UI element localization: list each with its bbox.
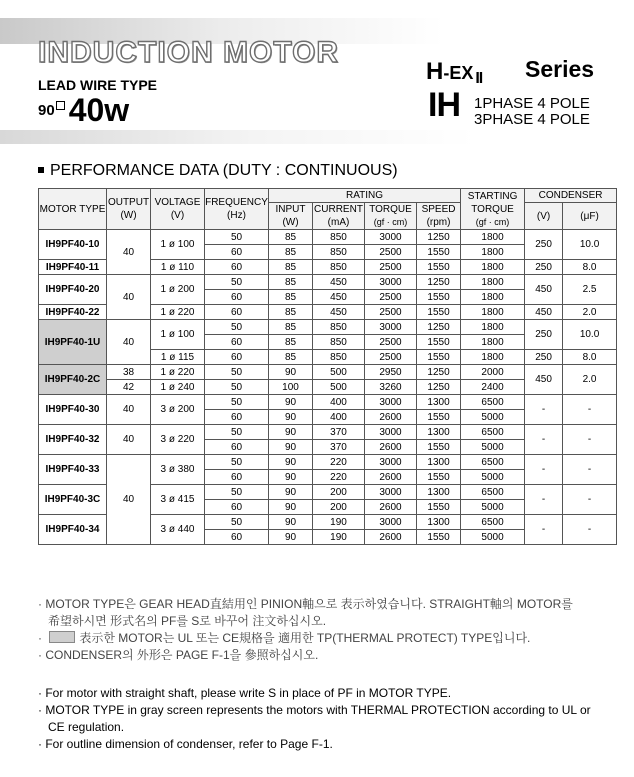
notes-korean xyxy=(38,596,628,664)
table-cell: - xyxy=(563,395,617,425)
table-cell: 1550 xyxy=(417,245,461,260)
table-cell: - xyxy=(563,425,617,455)
table-cell: 250 xyxy=(525,260,563,275)
table-cell: 1550 xyxy=(417,410,461,425)
motor-type-cell: IH9PF40-32 xyxy=(39,425,107,455)
table-cell: 90 xyxy=(269,425,313,440)
table-row xyxy=(39,395,617,410)
table-cell: 3000 xyxy=(365,515,417,530)
motor-type-cell: IH9PF40-33 xyxy=(39,455,107,485)
table-cell: 2600 xyxy=(365,440,417,455)
table-cell: 6500 xyxy=(461,455,525,470)
table-cell: 50 xyxy=(205,425,269,440)
series-label: Series xyxy=(525,56,595,82)
table-cell: 2950 xyxy=(365,365,417,380)
voltage-cell: 1 ø 240 xyxy=(151,380,205,395)
table-cell: 85 xyxy=(269,260,313,275)
table-cell: 50 xyxy=(205,485,269,500)
table-cell: 220 xyxy=(313,470,365,485)
output-cell: 42 xyxy=(107,380,151,395)
table-cell: 85 xyxy=(269,305,313,320)
voltage-cell: 3 ø 380 xyxy=(151,455,205,485)
table-cell: 1300 xyxy=(417,425,461,440)
header-condenser-capacity: (μF) xyxy=(563,203,617,230)
table-cell: 1250 xyxy=(417,365,461,380)
header-frequency: FREQUENCY (Hz) xyxy=(205,189,269,230)
table-cell: 1250 xyxy=(417,230,461,245)
voltage-cell: 1 ø 220 xyxy=(151,365,205,380)
table-cell: 2500 xyxy=(365,305,417,320)
table-cell: 90 xyxy=(269,485,313,500)
table-cell: - xyxy=(525,455,563,485)
square-bullet-icon xyxy=(38,167,44,173)
table-cell: 85 xyxy=(269,230,313,245)
table-cell: 370 xyxy=(313,425,365,440)
table-cell: 220 xyxy=(313,455,365,470)
table-cell: 60 xyxy=(205,335,269,350)
table-cell: 85 xyxy=(269,290,313,305)
power-rating: 40w xyxy=(68,92,130,128)
frame-size-power xyxy=(38,92,129,129)
output-cell: 40 xyxy=(107,425,151,455)
table-cell: 3000 xyxy=(365,320,417,335)
table-cell: 60 xyxy=(205,260,269,275)
table-cell: 10.0 xyxy=(563,320,617,350)
table-cell: 2.0 xyxy=(563,365,617,395)
header-voltage: VOLTAGE (V) xyxy=(151,189,205,230)
table-cell: 190 xyxy=(313,515,365,530)
table-row xyxy=(39,425,617,440)
header-condenser-voltage: (V) xyxy=(525,203,563,230)
table-cell: 2500 xyxy=(365,335,417,350)
table-cell: 60 xyxy=(205,410,269,425)
table-cell: 1250 xyxy=(417,320,461,335)
notes-english xyxy=(38,685,628,753)
table-cell: 60 xyxy=(205,500,269,515)
table-cell: 1800 xyxy=(461,275,525,290)
table-cell: 3000 xyxy=(365,485,417,500)
table-cell: 1550 xyxy=(417,470,461,485)
table-cell: 85 xyxy=(269,320,313,335)
table-cell: 1550 xyxy=(417,290,461,305)
table-cell: 60 xyxy=(205,290,269,305)
voltage-cell: 3 ø 415 xyxy=(151,485,205,515)
output-cell: 40 xyxy=(107,455,151,545)
table-cell: 5000 xyxy=(461,500,525,515)
table-cell: 850 xyxy=(313,245,365,260)
table-cell: 1250 xyxy=(417,380,461,395)
table-cell: 850 xyxy=(313,260,365,275)
motor-type-cell: IH9PF40-11 xyxy=(39,260,107,275)
output-cell: 40 xyxy=(107,395,151,425)
motor-type-cell-thermal: IH9PF40-1U xyxy=(39,320,107,365)
output-cell: 40 xyxy=(107,320,151,365)
table-cell: 8.0 xyxy=(563,350,617,365)
table-cell: 3000 xyxy=(365,455,417,470)
table-cell: 1300 xyxy=(417,395,461,410)
page-title: INDUCTION MOTOR xyxy=(38,36,340,69)
pole-info xyxy=(474,96,590,128)
table-cell: 370 xyxy=(313,440,365,455)
table-cell: 60 xyxy=(205,350,269,365)
note-en-3: · For outline dimension of condenser, refer to Page F-1. xyxy=(38,737,333,751)
table-cell: 2400 xyxy=(461,380,525,395)
motor-type-cell: IH9PF40-22 xyxy=(39,305,107,320)
note-kr-2: · 表示한 MOTOR는 UL 또는 CE規格을 適用한 TP(THERMAL PROTECT) TYPE입니다. xyxy=(38,631,531,645)
motor-type-cell: IH9PF40-3C xyxy=(39,485,107,515)
table-cell: 1550 xyxy=(417,335,461,350)
header-starting-torque: STARTING TORQUE (gf · cm) xyxy=(461,189,525,230)
table-cell: 8.0 xyxy=(563,260,617,275)
table-cell: 2.0 xyxy=(563,305,617,320)
table-cell: 1550 xyxy=(417,500,461,515)
table-cell: 850 xyxy=(313,350,365,365)
table-cell: 3000 xyxy=(365,230,417,245)
table-cell: 3000 xyxy=(365,395,417,410)
table-cell: 2500 xyxy=(365,260,417,275)
table-cell: 1300 xyxy=(417,515,461,530)
table-cell: 85 xyxy=(269,245,313,260)
table-cell: 60 xyxy=(205,245,269,260)
table-cell: 6500 xyxy=(461,395,525,410)
voltage-cell: 1 ø 110 xyxy=(151,260,205,275)
pole-single-phase: 1PHASE 4 POLE xyxy=(474,95,590,112)
table-cell: 1800 xyxy=(461,320,525,335)
motor-type-cell: IH9PF40-10 xyxy=(39,230,107,260)
table-cell: 250 xyxy=(525,320,563,350)
table-cell: 450 xyxy=(525,365,563,395)
table-cell: 2500 xyxy=(365,350,417,365)
table-row xyxy=(39,230,617,245)
table-cell: 850 xyxy=(313,320,365,335)
header-current: CURRENT (mA) xyxy=(314,204,363,228)
table-cell: 500 xyxy=(313,380,365,395)
table-cell: 50 xyxy=(205,380,269,395)
note-en-2: · MOTOR TYPE in gray screen represents the motors with THERMAL PROTECTION according to UL or xyxy=(38,703,591,717)
table-cell: 10.0 xyxy=(563,230,617,260)
table-cell: 5000 xyxy=(461,440,525,455)
motor-type-cell: IH9PF40-20 xyxy=(39,275,107,305)
header-gradient-bar-lower xyxy=(0,130,634,144)
table-cell: 60 xyxy=(205,530,269,545)
header-torque: TORQUE (gf · cm) xyxy=(365,203,417,230)
table-cell: 850 xyxy=(313,230,365,245)
table-cell: 90 xyxy=(269,500,313,515)
table-cell: 85 xyxy=(269,275,313,290)
table-cell: 400 xyxy=(313,395,365,410)
table-cell: 6500 xyxy=(461,425,525,440)
table-cell: 850 xyxy=(313,335,365,350)
table-cell: - xyxy=(563,455,617,485)
table-cell: 5000 xyxy=(461,470,525,485)
table-cell: - xyxy=(563,485,617,515)
table-cell: 90 xyxy=(269,410,313,425)
header-output: OUTPUT (W) xyxy=(107,189,151,230)
table-cell: 1550 xyxy=(417,350,461,365)
table-cell: - xyxy=(525,395,563,425)
table-cell: 60 xyxy=(205,440,269,455)
frame-size: 90 xyxy=(38,102,55,119)
note-en-1: · For motor with straight shaft, please write S in place of PF in MOTOR TYPE. xyxy=(38,686,452,700)
table-cell: - xyxy=(525,485,563,515)
model-code: IH xyxy=(428,86,460,124)
voltage-cell: 1 ø 115 xyxy=(151,350,205,365)
table-cell: 60 xyxy=(205,305,269,320)
voltage-cell: 3 ø 440 xyxy=(151,515,205,545)
motor-type-cell: IH9PF40-30 xyxy=(39,395,107,425)
table-cell: 5000 xyxy=(461,530,525,545)
table-cell: 200 xyxy=(313,485,365,500)
table-cell: 50 xyxy=(205,395,269,410)
table-cell: 1800 xyxy=(461,230,525,245)
pole-three-phase: 3PHASE 4 POLE xyxy=(474,111,590,128)
table-cell: 1800 xyxy=(461,305,525,320)
table-cell: 1550 xyxy=(417,260,461,275)
table-cell: 200 xyxy=(313,500,365,515)
performance-table xyxy=(38,188,617,545)
table-row xyxy=(39,320,617,335)
table-cell: 2600 xyxy=(365,470,417,485)
header-condenser: CONDENSER xyxy=(525,189,617,203)
table-cell: 400 xyxy=(313,410,365,425)
page-subtitle: LEAD WIRE TYPE xyxy=(38,77,158,93)
table-cell: 90 xyxy=(269,470,313,485)
voltage-cell: 1 ø 200 xyxy=(151,275,205,305)
note-kr-1: · MOTOR TYPE은 GEAR HEAD直結用인 PINION軸으로 表示하였습니다. STRAIGHT軸의 MOTOR를 xyxy=(38,597,573,611)
table-row xyxy=(39,275,617,290)
table-cell: 85 xyxy=(269,350,313,365)
table-cell: 2.5 xyxy=(563,275,617,305)
header-speed: SPEED (rpm) xyxy=(417,203,461,230)
table-cell: 6500 xyxy=(461,515,525,530)
table-cell: 90 xyxy=(269,395,313,410)
voltage-cell: 1 ø 220 xyxy=(151,305,205,320)
table-cell: 90 xyxy=(269,530,313,545)
table-cell: 90 xyxy=(269,440,313,455)
table-cell: 2500 xyxy=(365,245,417,260)
table-cell: 1800 xyxy=(461,245,525,260)
voltage-cell: 1 ø 100 xyxy=(151,230,205,260)
table-cell: 190 xyxy=(313,530,365,545)
table-cell: 60 xyxy=(205,470,269,485)
table-cell: 1300 xyxy=(417,455,461,470)
table-cell: 50 xyxy=(205,275,269,290)
table-row xyxy=(39,455,617,470)
table-cell: 450 xyxy=(525,275,563,305)
table-cell: 450 xyxy=(313,275,365,290)
table-cell: 250 xyxy=(525,350,563,365)
table-cell: 1800 xyxy=(461,260,525,275)
table-cell: 450 xyxy=(313,290,365,305)
section-heading: PERFORMANCE DATA (DUTY : CONTINUOUS) xyxy=(38,162,398,180)
table-cell: 450 xyxy=(313,305,365,320)
table-cell: 2600 xyxy=(365,410,417,425)
table-cell: - xyxy=(563,515,617,545)
table-cell: 50 xyxy=(205,320,269,335)
output-cell: 40 xyxy=(107,230,151,275)
motor-type-cell-thermal: IH9PF40-2C xyxy=(39,365,107,395)
table-cell: 3000 xyxy=(365,425,417,440)
note-kr-3: · CONDENSER의 外形은 PAGE F-1을 參照하십시오. xyxy=(38,648,319,662)
square-frame-icon xyxy=(56,101,65,110)
table-cell: 2500 xyxy=(365,290,417,305)
table-cell: 50 xyxy=(205,515,269,530)
voltage-cell: 1 ø 100 xyxy=(151,320,205,350)
header-rating: RATING xyxy=(269,189,461,203)
table-cell: 50 xyxy=(205,230,269,245)
table-cell: - xyxy=(525,425,563,455)
table-cell: 50 xyxy=(205,365,269,380)
table-cell: 85 xyxy=(269,335,313,350)
table-cell: 1800 xyxy=(461,350,525,365)
table-cell: 1550 xyxy=(417,440,461,455)
table-cell: 1800 xyxy=(461,335,525,350)
voltage-cell: 3 ø 220 xyxy=(151,425,205,455)
table-cell: 2600 xyxy=(365,530,417,545)
table-cell: 2600 xyxy=(365,500,417,515)
series-logo: H-EX $_{II}$ xyxy=(426,58,483,87)
table-cell: 90 xyxy=(269,365,313,380)
table-cell: 1250 xyxy=(417,275,461,290)
table-cell: 3000 xyxy=(365,275,417,290)
table-cell: 90 xyxy=(269,455,313,470)
note-en-2b: CE regulation. xyxy=(48,720,125,734)
table-cell: 1550 xyxy=(417,530,461,545)
gray-swatch-icon xyxy=(49,631,75,643)
note-kr-1b: 希望하시면 形式名의 PF를 S로 바꾸어 注文하십시오. xyxy=(48,614,327,628)
header-motor-type: MOTOR TYPE xyxy=(39,189,107,230)
motor-type-cell: IH9PF40-34 xyxy=(39,515,107,545)
table-cell: 1800 xyxy=(461,290,525,305)
table-cell: 50 xyxy=(205,455,269,470)
table-row xyxy=(39,365,617,380)
table-cell: 500 xyxy=(313,365,365,380)
table-cell: 1550 xyxy=(417,305,461,320)
table-cell: 3260 xyxy=(365,380,417,395)
table-cell: 450 xyxy=(525,305,563,320)
table-cell: 1300 xyxy=(417,485,461,500)
table-cell: 5000 xyxy=(461,410,525,425)
table-cell: 2000 xyxy=(461,365,525,380)
table-cell: 100 xyxy=(269,380,313,395)
table-cell: - xyxy=(525,515,563,545)
table-cell: 6500 xyxy=(461,485,525,500)
table-cell: 90 xyxy=(269,515,313,530)
output-cell: 40 xyxy=(107,275,151,320)
header-input: INPUT (W) xyxy=(269,203,313,230)
voltage-cell: 3 ø 200 xyxy=(151,395,205,425)
table-cell: 250 xyxy=(525,230,563,260)
output-cell: 38 xyxy=(107,365,151,380)
